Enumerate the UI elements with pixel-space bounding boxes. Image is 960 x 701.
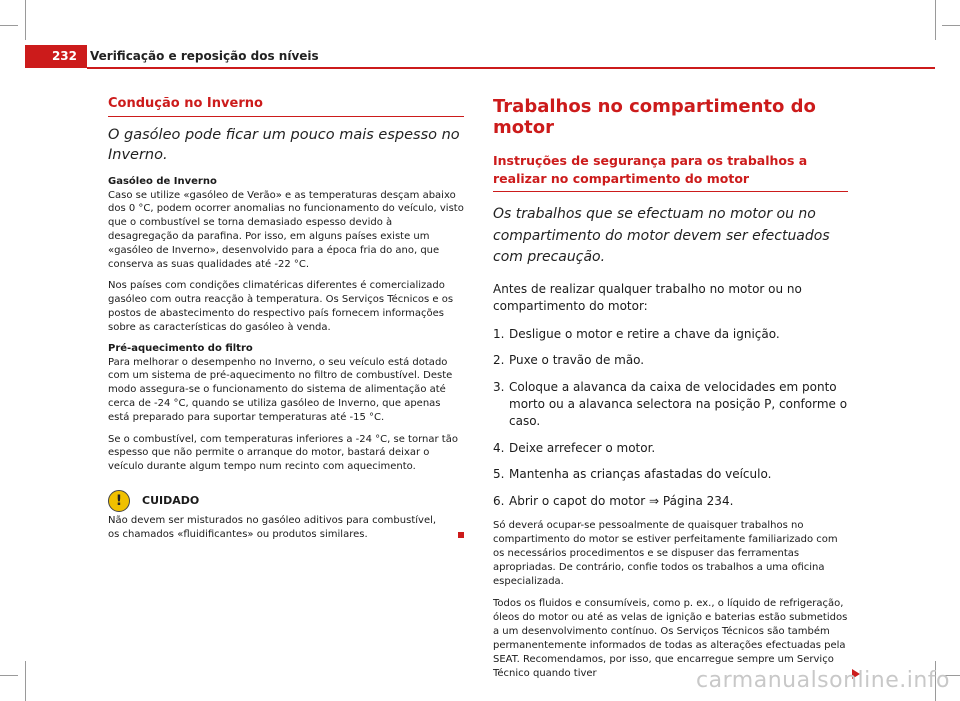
section-heading-winter: Condução no Inverno	[108, 96, 464, 117]
crop-mark	[25, 661, 26, 701]
section-intro: O gasóleo pode ficar um pouco mais espesso no Inverno.	[108, 127, 460, 164]
paragraph: Antes de realizar qualquer trabalho no motor ou no compartimento do motor:	[493, 282, 802, 314]
crop-mark	[935, 0, 936, 40]
paragraph: Para melhorar o desempenho no Inverno, o seu veículo está dotado com um sistema de pré-aquecimento no filtro de combustível. Deste modo assegura-se o funcionamento do sistema de alimentação até cerca de -24 °C, quando se utiliza gasóleo de Inverno, que apenas está preparado para suportar temperaturas até -15 °C.	[108, 356, 453, 423]
steps-list	[493, 326, 848, 510]
paragraph: Caso se utilize «gasóleo de Verão» e as temperaturas desçam abaixo dos 0 °C, podem ocorrer anomalias no funcionamento do veículo, visto que o combustível se torna demasiado espesso devido à desagregação da parafina. Por isso, em alguns países existe um «gasóleo de Inverno», desenvolvido para a época fria do ano, que conserva as suas qualidades até -22 °C.	[108, 189, 464, 270]
caution-label: CUIDADO	[142, 494, 200, 508]
warning-icon: !	[108, 490, 130, 512]
list-item: 6. Abrir o capot do motor ⇒ Página 234.	[493, 493, 734, 508]
paragraph-title: Gasóleo de Inverno	[108, 175, 217, 187]
right-column	[493, 96, 848, 689]
page-header	[25, 45, 935, 68]
list-item: 4. Deixe arrefecer o motor.	[493, 440, 656, 455]
page-header-title: Verificação e reposição dos níveis	[90, 49, 319, 63]
paragraph: Todos os fluidos e consumíveis, como p. ex., o líquido de refrigeração, óleos do motor ou até as velas de ignição e baterias estão submetidos a um desenvolvimento contínuo. Os Serviços Técnicos são também permanentemente informados de todas as alterações efectuadas pela SEAT. Recomendamos, por isso, que encarregue sempre um Serviço Técnico quando tiver	[493, 597, 848, 679]
section-intro: Os trabalhos que se efectuam no motor ou no compartimento do motor devem ser efectuados com precaução.	[493, 206, 830, 266]
chapter-title: Trabalhos no compartimento do motor	[493, 96, 816, 138]
section-heading-safety: Instruções de segurança para os trabalhos a realizar no compartimento do motor	[493, 152, 848, 192]
crop-mark	[942, 25, 960, 26]
caution-box	[108, 490, 464, 542]
list-item: 1. Desligue o motor e retire a chave da ignição.	[493, 326, 780, 341]
list-item: 2. Puxe o travão de mão.	[493, 353, 645, 368]
caution-text: Não devem ser misturados no gasóleo aditivos para combustível, os chamados «fluidificantes» ou produtos similares.	[108, 514, 437, 540]
crop-mark	[25, 0, 26, 40]
header-rule	[87, 67, 935, 69]
crop-mark	[0, 25, 18, 26]
paragraph: Nos países com condições climatéricas diferentes é comercializado gasóleo com outra reacção à temperatura. Os Serviços Técnicos e os postos de abastecimento do respectivo país fornecem informações sobre as características do gasóleo à venda.	[108, 280, 454, 333]
end-of-section-marker	[458, 532, 464, 538]
left-column	[108, 96, 464, 550]
list-item: 5. Mantenha as crianças afastadas do veículo.	[493, 467, 772, 482]
list-item: 3. Coloque a alavanca da caixa de velocidades em ponto morto ou a alavanca selectora na posição P, conforme o caso.	[493, 379, 848, 429]
paragraph: Só deverá ocupar-se pessoalmente de quaisquer trabalhos no compartimento do motor se estiver perfeitamente familiarizado com os necessários procedimentos e se dispuser das ferramentas apropriadas. De contrário, confie todos os trabalhos a uma oficina especializada.	[493, 519, 838, 587]
paragraph-title: Pré-aquecimento do filtro	[108, 342, 253, 354]
watermark: carmanualsonline.info	[696, 668, 950, 693]
crop-mark	[0, 675, 18, 676]
page-number: 232	[25, 45, 87, 68]
paragraph: Se o combustível, com temperaturas inferiores a -24 °C, se tornar tão espesso que não permite o arranque do motor, bastará deixar o veículo durante algum tempo num recinto com aquecimento.	[108, 433, 458, 473]
